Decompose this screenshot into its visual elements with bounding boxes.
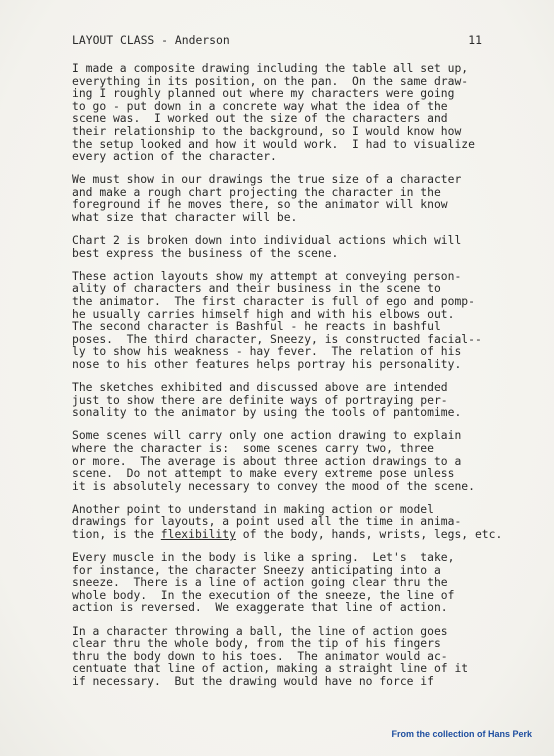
- text-line: everything in its position, on the pan. On the same draw-: [72, 73, 469, 88]
- paragraph: [72, 429, 512, 492]
- text-line: every action of the character.: [72, 149, 277, 164]
- text-line: for instance, the character Sneezy anticipating into a: [72, 562, 441, 577]
- text-line: or more. The average is about three action drawings to a: [72, 453, 462, 468]
- text-line: if necessary. But the drawing would have no force if: [72, 673, 434, 688]
- text-line: These action layouts show my attempt at conveying person-: [72, 268, 462, 283]
- text-line-with-underline: tion, is the flexibility of the body, hands, wrists, legs, etc.: [72, 527, 503, 541]
- text-line: drawings for layouts, a point used all the time in anima-: [72, 514, 462, 529]
- underlined-word: flexibility: [160, 527, 236, 541]
- text-line: scene was. I worked out the size of the characters and: [72, 111, 448, 126]
- text-line: ly to show his weakness - hay fever. The relation of his: [72, 344, 462, 359]
- text-line: thru the body down to his toes. The animator would ac-: [72, 648, 448, 663]
- document-body: [72, 62, 512, 698]
- text-line: their relationship to the background, so I would know how: [72, 123, 462, 138]
- text-line: We must show in our drawings the true size of a character: [72, 172, 462, 187]
- text-line: The second character is Bashful - he reacts in bashful: [72, 319, 441, 334]
- text-line: ing I roughly planned out where my characters were going: [72, 86, 455, 101]
- text-line: ality of characters and their business in the scene to: [72, 281, 441, 296]
- page-header: [72, 33, 482, 49]
- text-line: and make a rough chart projecting the character in the: [72, 184, 441, 199]
- text-line: scene. Do not attempt to make every extreme pose unless: [72, 466, 455, 481]
- text-line: Every muscle in the body is like a spring. Let's take,: [72, 550, 455, 565]
- text-line: it is absolutely necessary to convey the mood of the scene.: [72, 478, 475, 493]
- text-line: poses. The third character, Sneezy, is constructed facial--: [72, 331, 482, 346]
- paragraph: [72, 503, 512, 541]
- paragraph: [72, 625, 512, 688]
- text-line: action is reversed. We exaggerate that line of action.: [72, 600, 448, 615]
- text-line: whole body. In the execution of the sneeze, the line of: [72, 587, 455, 602]
- paragraph: [72, 62, 512, 163]
- text-line: the animator. The first character is full of ego and pomp-: [72, 294, 475, 308]
- text-line: Chart 2 is broken down into individual actions which will: [72, 233, 462, 248]
- text-line: centuate that line of action, making a straight line of it: [72, 661, 469, 676]
- text-line: to go - put down in a concrete way what the idea of the: [72, 98, 448, 113]
- paragraph: [72, 551, 512, 614]
- text-line: foreground if he moves there, so the animator will know: [72, 197, 448, 212]
- text-line: sonality to the animator by using the tools of pantomime.: [72, 405, 462, 420]
- text-line: I made a composite drawing including the table all set up,: [72, 61, 469, 75]
- text-line: he usually carries himself high and with his elbows out.: [72, 306, 455, 321]
- paragraph: [72, 270, 512, 371]
- text-line: what size that character will be.: [72, 210, 298, 225]
- page-number: 11: [468, 33, 482, 47]
- text-line: sneeze. There is a line of action going clear thru the: [72, 575, 448, 590]
- paragraph: [72, 173, 512, 223]
- text-line: clear thru the whole body, from the tip of his fingers: [72, 636, 441, 651]
- text-line: Some scenes will carry only one action drawing to explain: [72, 428, 462, 443]
- collection-credit: From the collection of Hans Perk: [391, 729, 532, 739]
- text-line: best express the business of the scene.: [72, 245, 339, 260]
- text-line: the setup looked and how it would work. I had to visualize: [72, 136, 475, 151]
- text-line: just to show there are definite ways of portraying per-: [72, 392, 448, 407]
- text-line: nose to his other features helps portray his personality.: [72, 356, 462, 371]
- header-title: LAYOUT CLASS - Anderson: [72, 33, 230, 47]
- text-line: The sketches exhibited and discussed above are intended: [72, 380, 448, 395]
- paragraph: [72, 381, 512, 419]
- text-line: where the character is: some scenes carry two, three: [72, 440, 434, 455]
- text-line: Another point to understand in making action or model: [72, 501, 434, 516]
- text-line: In a character throwing a ball, the line of action goes: [72, 623, 448, 638]
- paragraph: [72, 234, 512, 259]
